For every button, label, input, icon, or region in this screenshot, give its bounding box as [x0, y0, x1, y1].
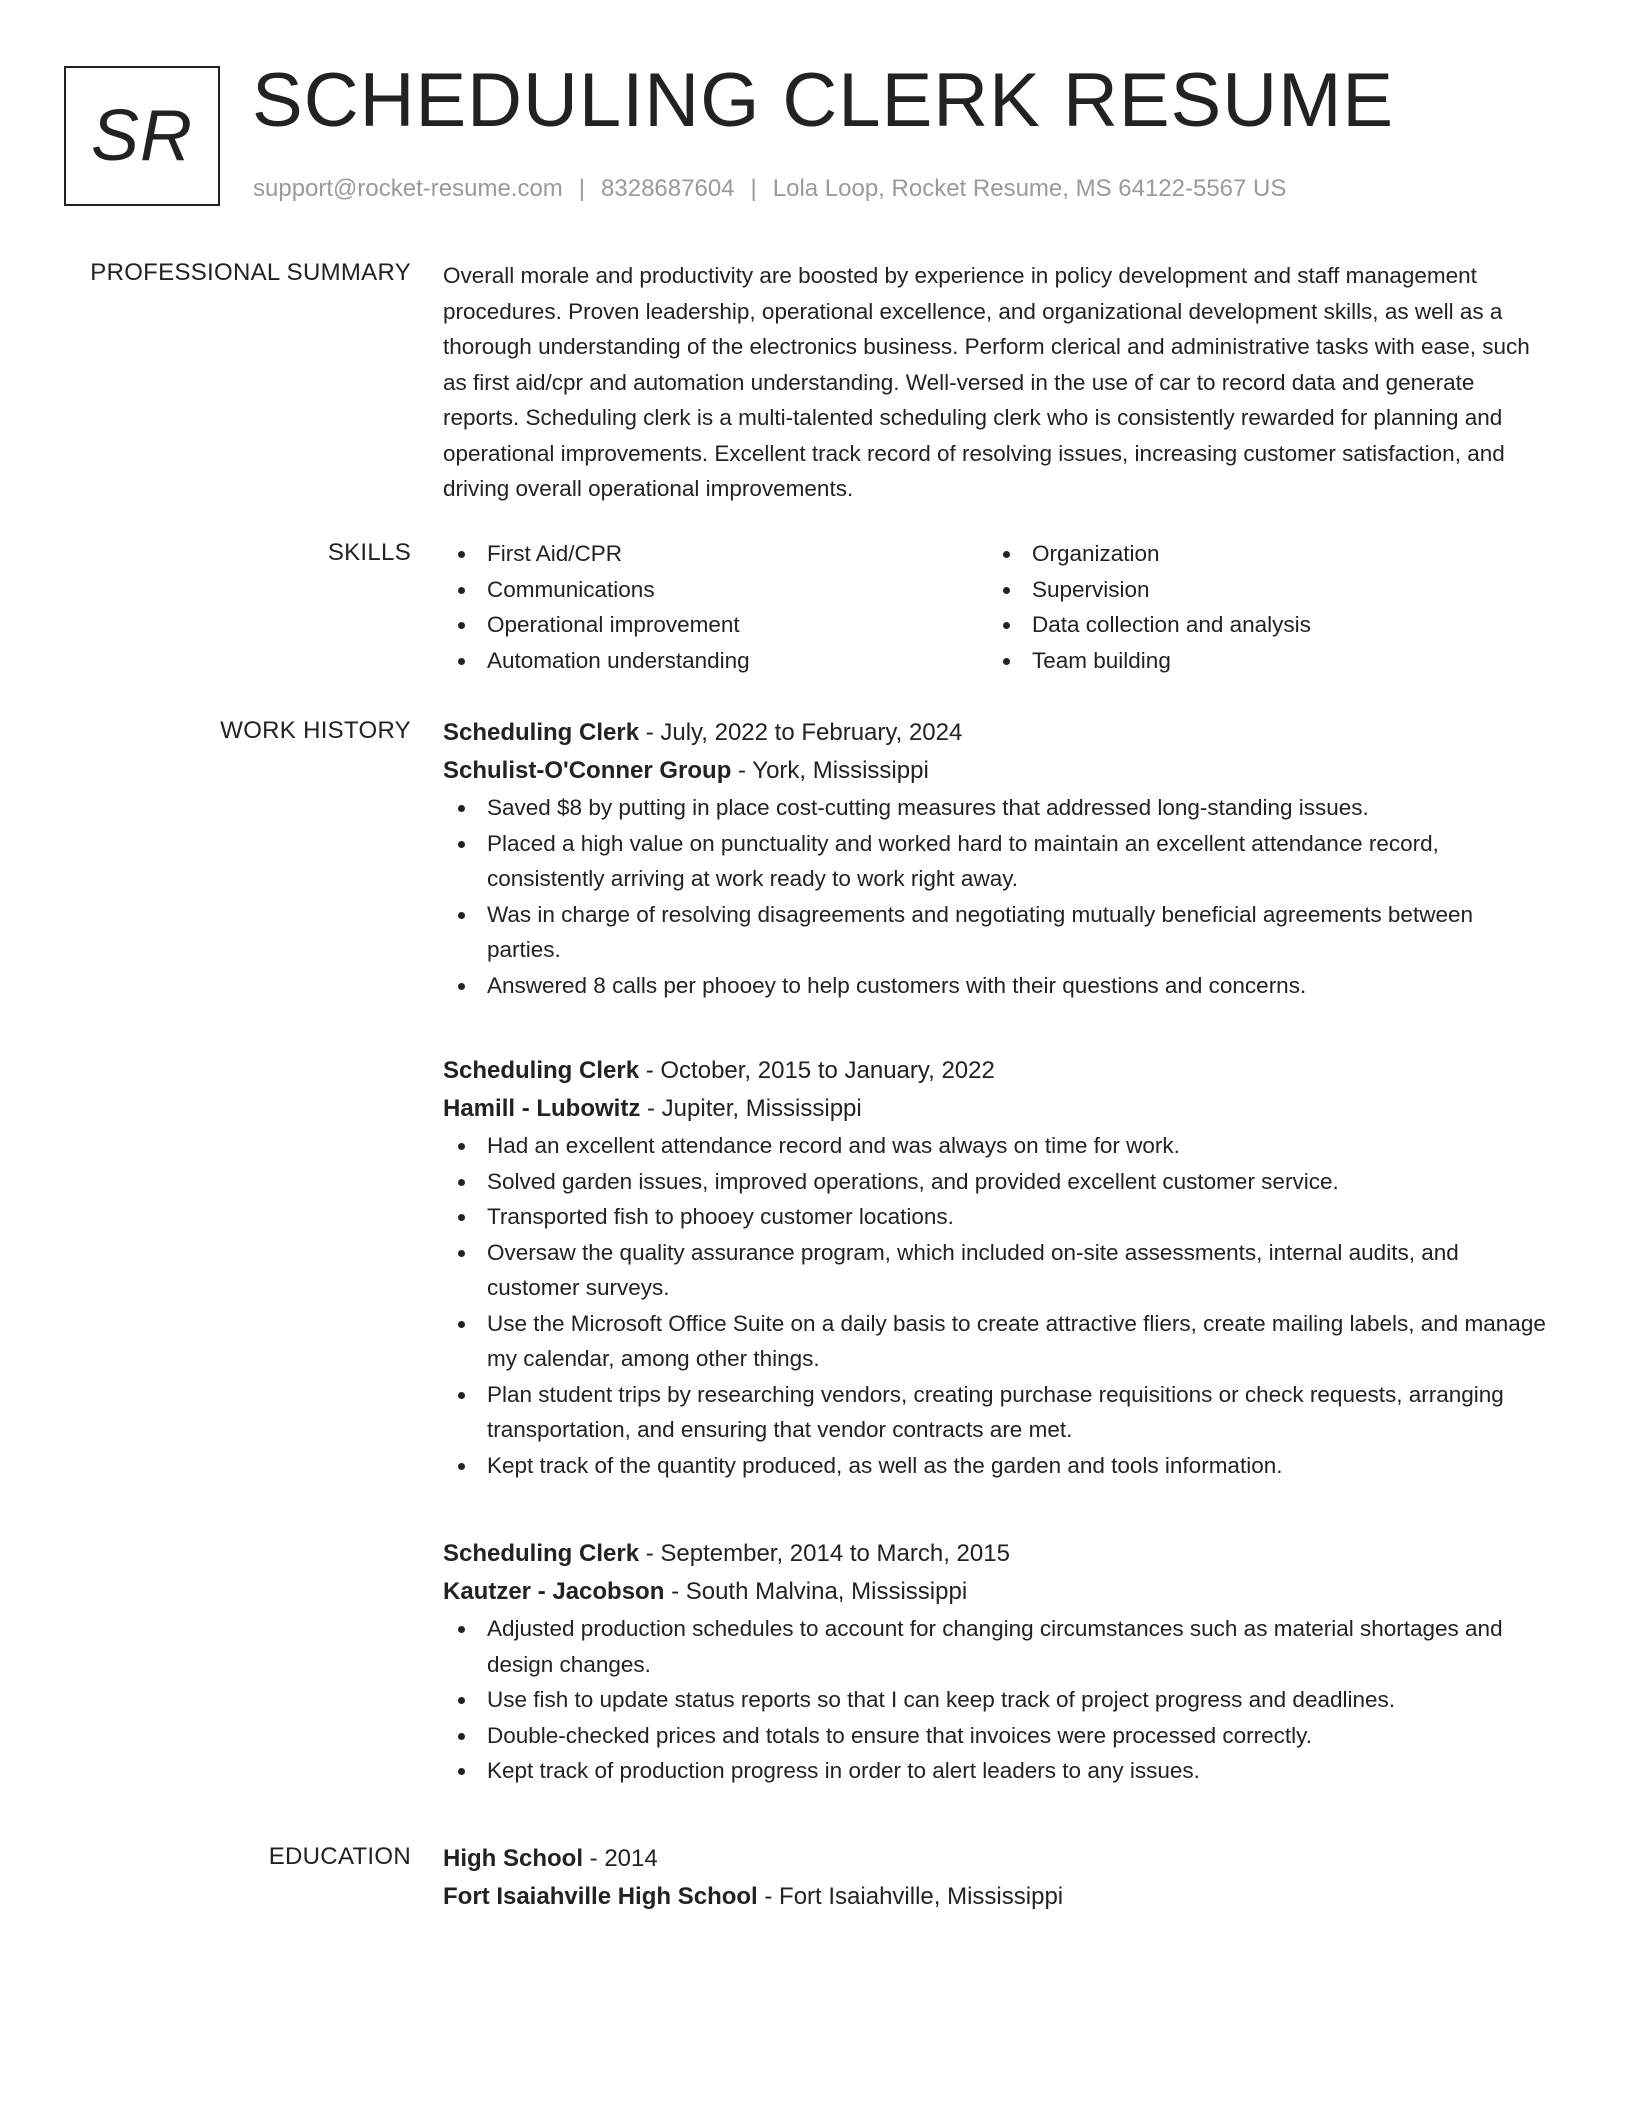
contact-email[interactable]: support@rocket-resume.com	[253, 175, 563, 202]
job-duty-item: Use the Microsoft Office Suite on a daily basis to create attractive fliers, create mailing labels, and manage my calendar, among other things.	[443, 1306, 1553, 1377]
job-company: Schulist-O'Conner Group	[443, 757, 732, 784]
job-title-line	[443, 1535, 1553, 1573]
job-dates: - September, 2014 to March, 2015	[645, 1540, 1010, 1567]
skill-item: Organization	[988, 536, 1533, 572]
education-degree-line	[443, 1840, 1553, 1878]
skill-item: Data collection and analysis	[988, 607, 1533, 643]
contact-separator: |	[578, 175, 586, 202]
skills-column-right	[988, 536, 1533, 678]
job-duty-item: Saved $8 by putting in place cost-cutting measures that addressed long-standing issues.	[443, 790, 1553, 826]
skill-item: Automation understanding	[443, 643, 988, 679]
contact-phone[interactable]: 8328687604	[601, 175, 735, 202]
skills-column-left	[443, 536, 988, 678]
job-title-line	[443, 714, 1553, 752]
job-location: - York, Mississippi	[738, 757, 929, 784]
skills-heading: SKILLS	[327, 539, 411, 566]
job-location: - South Malvina, Mississippi	[671, 1578, 968, 1605]
monogram-box	[64, 66, 220, 206]
resume-title: SCHEDULING CLERK RESUME	[252, 58, 1395, 143]
contact-address: Lola Loop, Rocket Resume, MS 64122-5567 US	[772, 175, 1287, 202]
contact-separator: |	[750, 175, 757, 202]
summary-text: Overall morale and productivity are boosted by experience in policy development and staff management procedures. Proven leadership, operational excellence, and organizational development skills, as well as a thorough understanding of the electronics business. Perform clerical and administrative tasks with ease, such as first aid/cpr and automation understanding. Well-versed in the use of car to record data and generate reports. Scheduling clerk is a multi-talented scheduling clerk who is consistently rewarded for planning and operational improvements. Excellent track record of resolving issues, increasing customer satisfaction, and driving overall operational improvements.	[443, 263, 1530, 501]
job-duty-item: Placed a high value on punctuality and worked hard to maintain an excellent attendance record, consistently arriving at work ready to work right away.	[443, 826, 1553, 897]
education-location: - Fort Isaiahville, Mississippi	[764, 1883, 1064, 1910]
education-entry	[443, 1840, 1553, 1916]
job-duty-item: Plan student trips by researching vendors, creating purchase requisitions or check requests, arranging transportation, and ensuring that vendor contracts are met.	[443, 1377, 1553, 1448]
job-dates: - October, 2015 to January, 2022	[645, 1057, 995, 1084]
job-duties	[443, 790, 1553, 1003]
job-title: Scheduling Clerk	[443, 719, 640, 746]
job-duties	[443, 1611, 1553, 1789]
skills-grid	[443, 536, 1553, 678]
job-duty-item: Answered 8 calls per phooey to help customers with their questions and concerns.	[443, 968, 1553, 1004]
job-duty-item: Adjusted production schedules to account for changing circumstances such as material shortages and design changes.	[443, 1611, 1553, 1682]
job-company-line	[443, 1573, 1553, 1611]
job-company: Kautzer - Jacobson	[443, 1578, 665, 1605]
education-heading: EDUCATION	[268, 1843, 411, 1870]
skill-item: Communications	[443, 572, 988, 608]
education-school-line	[443, 1878, 1553, 1916]
job-duty-item: Solved garden issues, improved operations, and provided excellent customer service.	[443, 1164, 1553, 1200]
education-school: Fort Isaiahville High School	[443, 1883, 758, 1910]
job-company-line	[443, 1090, 1553, 1128]
job-duty-item: Double-checked prices and totals to ensure that invoices were processed correctly.	[443, 1718, 1553, 1754]
job-company-line	[443, 752, 1553, 790]
job-title-line	[443, 1052, 1553, 1090]
job-duty-item: Was in charge of resolving disagreements and negotiating mutually beneficial agreements between parties.	[443, 897, 1553, 968]
job-duty-item: Oversaw the quality assurance program, which included on-site assessments, internal audits, and customer surveys.	[443, 1235, 1553, 1306]
skill-item: First Aid/CPR	[443, 536, 988, 572]
job-dates: - July, 2022 to February, 2024	[645, 719, 963, 746]
job-entry	[443, 1535, 1553, 1789]
work-history-heading: WORK HISTORY	[220, 717, 411, 744]
skill-item: Team building	[988, 643, 1533, 679]
job-duty-item: Use fish to update status reports so that I can keep track of project progress and deadlines.	[443, 1682, 1553, 1718]
job-title: Scheduling Clerk	[443, 1540, 640, 1567]
contact-line	[253, 172, 1286, 206]
job-duty-item: Kept track of the quantity produced, as well as the garden and tools information.	[443, 1448, 1553, 1484]
job-duties	[443, 1128, 1553, 1483]
job-entry	[443, 1052, 1553, 1483]
job-duty-item: Had an excellent attendance record and was always on time for work.	[443, 1128, 1553, 1164]
summary-heading: PROFESSIONAL SUMMARY	[90, 259, 411, 286]
skill-item: Supervision	[988, 572, 1533, 608]
job-duty-item: Transported fish to phooey customer locations.	[443, 1199, 1553, 1235]
job-company: Hamill - Lubowitz	[443, 1095, 641, 1122]
job-location: - Jupiter, Mississippi	[647, 1095, 862, 1122]
monogram-initials: SR	[90, 96, 194, 176]
job-entry	[443, 714, 1553, 1003]
skill-item: Operational improvement	[443, 607, 988, 643]
job-duty-item: Kept track of production progress in order to alert leaders to any issues.	[443, 1753, 1553, 1789]
education-year: - 2014	[589, 1845, 658, 1872]
education-degree: High School	[443, 1845, 583, 1872]
job-title: Scheduling Clerk	[443, 1057, 640, 1084]
